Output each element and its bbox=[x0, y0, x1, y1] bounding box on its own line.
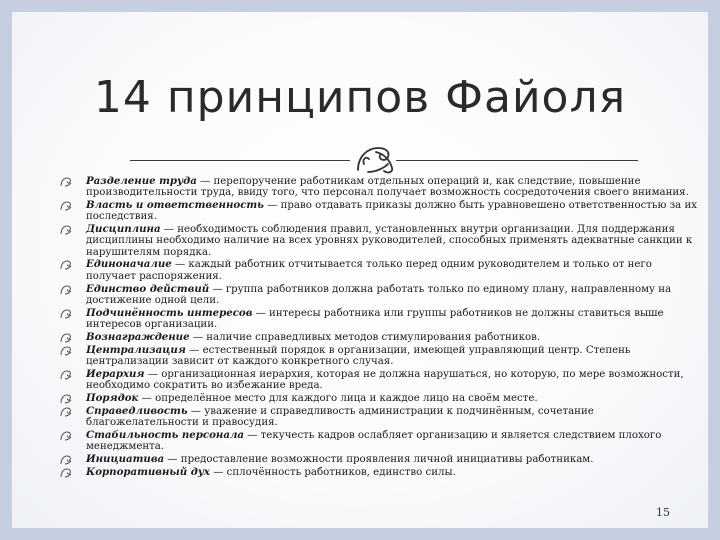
scroll-bullet-icon bbox=[60, 468, 72, 478]
principle-text: — необходимость соблюдения правил, установленных внутри организации. Для поддержания дисциплины необходимо наличие на всех уровнях руководителей, способных применять адекватные санкции к нарушителям порядка. bbox=[86, 224, 693, 258]
principle-text: — уважение и справедливость администрации к подчинённым, сочетание благожелательности и правосудия. bbox=[86, 405, 594, 428]
principle-term: Разделение труда bbox=[86, 175, 197, 187]
principle-text: — наличие справедливых методов стимулирования работников. bbox=[189, 331, 541, 343]
principle-text: — предоставление возможности проявления личной инициативы работникам. bbox=[164, 453, 594, 465]
list-item bbox=[60, 345, 704, 367]
list-item bbox=[60, 259, 704, 281]
scroll-bullet-icon bbox=[60, 431, 72, 441]
list-item bbox=[60, 393, 704, 404]
principle-term: Власть и ответственность bbox=[86, 199, 264, 212]
list-item bbox=[60, 454, 704, 465]
list-item bbox=[60, 332, 704, 343]
title-divider-left bbox=[130, 160, 350, 161]
principle-term: Справедливость bbox=[86, 404, 188, 417]
list-item bbox=[60, 176, 704, 198]
page-number: 15 bbox=[656, 506, 670, 519]
scroll-bullet-icon bbox=[60, 455, 72, 465]
principle-term: Единство действий bbox=[86, 282, 210, 295]
scroll-bullet-icon bbox=[60, 333, 72, 343]
list-item bbox=[60, 467, 704, 478]
scroll-bullet-icon bbox=[60, 346, 72, 356]
principle-text: — естественный порядок в организации, имеющей управляющий центр. Степень централизации зависит от каждого конкретного случая. bbox=[86, 344, 631, 367]
scroll-bullet-icon bbox=[60, 394, 72, 404]
principle-term: Дисциплина bbox=[86, 223, 161, 236]
principle-term: Иерархия bbox=[86, 367, 145, 380]
list-item bbox=[60, 369, 704, 391]
principle-term: Централизация bbox=[86, 343, 186, 356]
principle-text: — сплочённость работников, единство силы. bbox=[210, 466, 456, 478]
scroll-ornament-icon bbox=[354, 142, 396, 176]
scroll-bullet-icon bbox=[60, 225, 72, 235]
list-item bbox=[60, 200, 704, 222]
scroll-bullet-icon bbox=[60, 370, 72, 380]
slide-title: 14 принципов Файоля bbox=[93, 72, 627, 123]
principle-text: — право отдавать приказы должно быть уравновешено ответственностью за их последствия. bbox=[86, 200, 697, 223]
scroll-bullet-icon bbox=[60, 285, 72, 295]
principle-text: — текучесть кадров ослабляет организацию и является следствием плохого менеджмента. bbox=[86, 429, 662, 453]
principle-term: Подчинённость интересов bbox=[86, 306, 253, 319]
list-item bbox=[60, 308, 704, 330]
principle-term: Стабильность персонала bbox=[86, 428, 244, 441]
principle-text: — интересы работника или группы работников не должны ставиться выше интересов организации. bbox=[86, 307, 664, 330]
principle-term: Вознаграждение bbox=[86, 330, 190, 343]
principle-term: Инициатива bbox=[86, 452, 165, 465]
principle-text: — перепоручение работникам отдельных операций и, как следствие, повышение производительности труда, ввиду того, что персонал получает возможность сосредоточения своего внимания. bbox=[86, 176, 689, 199]
scroll-bullet-icon bbox=[60, 260, 72, 270]
principle-term: Корпоративный дух bbox=[86, 465, 210, 478]
list-item bbox=[60, 406, 704, 428]
principle-text: — группа работников должна работать только по единому плану, направленному на достижение одной цели. bbox=[86, 283, 672, 306]
list-item bbox=[60, 430, 704, 452]
principle-text: — организационная иерархия, которая не должна нарушаться, но которую, по мере возможности, необходимо сократить во избежание вреда. bbox=[86, 368, 684, 391]
title-divider-right bbox=[396, 160, 638, 161]
scroll-bullet-icon bbox=[60, 407, 72, 417]
scroll-bullet-icon bbox=[60, 177, 72, 187]
scroll-bullet-icon bbox=[60, 309, 72, 319]
scroll-bullet-icon bbox=[60, 201, 72, 211]
list-item bbox=[60, 224, 704, 258]
principles-list bbox=[60, 176, 704, 480]
slide bbox=[12, 12, 708, 528]
principle-text: — определённое место для каждого лица и каждое лицо на своём месте. bbox=[138, 392, 538, 404]
principle-term: Порядок bbox=[86, 391, 139, 404]
list-item bbox=[60, 284, 704, 306]
principle-text: — каждый работник отчитывается только перед одним руководителем и только от него получает распоряжения. bbox=[86, 259, 652, 282]
principle-term: Единоначалие bbox=[86, 258, 172, 271]
